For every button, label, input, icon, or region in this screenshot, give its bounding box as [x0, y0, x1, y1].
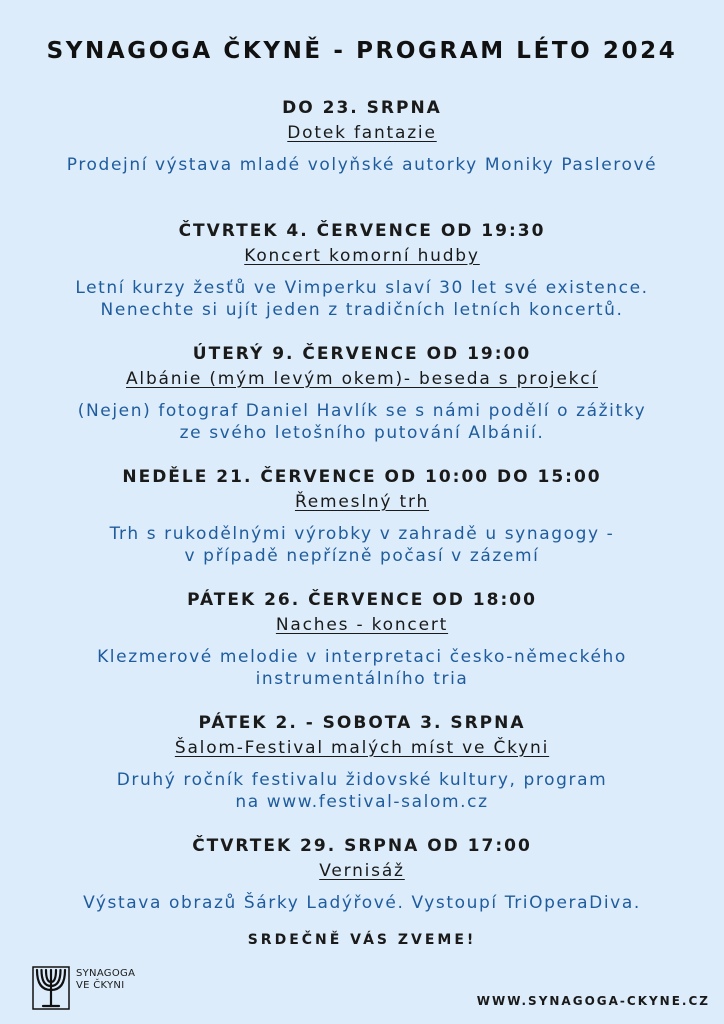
event-description: [0, 892, 724, 914]
event-date: PÁTEK 2. - SOBOTA 3. SRPNA: [198, 713, 526, 733]
event-description-line: Klezmerové melodie v interpretaci česko-německého: [97, 647, 627, 667]
synagogue-logo: [32, 966, 135, 1010]
event-date: ÚTERÝ 9. ČERVENCE OD 19:00: [192, 344, 532, 364]
event-date: ČTVRTEK 29. SRPNA OD 17:00: [192, 836, 532, 856]
event-description: [0, 646, 724, 690]
event-date: NEDĚLE 21. ČERVENCE OD 10:00 DO 15:00: [122, 467, 602, 487]
event-description-line: na www.festival-salom.cz: [235, 792, 489, 812]
event-description: [0, 154, 724, 176]
event-name: Řemeslný trh: [294, 492, 430, 512]
event-description-line: ze svého letošního putování Albánií.: [179, 423, 545, 443]
event-description-line: (Nejen) fotograf Daniel Havlík se s námi podělí o zážitky: [77, 401, 647, 421]
event-description: [0, 277, 724, 321]
website-url: WWW.SYNAGOGA-CKYNE.CZ: [476, 994, 710, 1008]
event-name: Dotek fantazie: [287, 123, 437, 143]
event-description-line: Druhý ročník festivalu židovské kultury, program: [116, 770, 608, 790]
logo-text-line: VE ČKYNI: [76, 980, 125, 991]
invitation-text: SRDEČNĚ VÁS ZVEME!: [247, 932, 477, 948]
event-name: Albánie (mým levým okem)- beseda s projekcí: [126, 369, 598, 389]
event-description: [0, 400, 724, 444]
event-item: [0, 342, 724, 465]
menorah-icon: [32, 966, 70, 1010]
event-item: [0, 219, 724, 342]
event-list: [0, 96, 724, 957]
logo-text-line: SYNAGOGA: [76, 968, 136, 979]
logo-text: [76, 966, 135, 992]
event-name: Šalom-Festival malých míst ve Čkyni: [174, 738, 550, 758]
event-description-line: Prodejní výstava mladé volyňské autorky Moniky Paslerové: [66, 155, 658, 175]
event-name: Vernisáž: [319, 861, 405, 881]
event-description-line: Nenechte si ujít jeden z tradičních letních koncertů.: [100, 300, 624, 320]
event-description-line: Letní kurzy žesťů ve Vimperku slaví 30 let své existence.: [75, 278, 649, 298]
event-description-line: Trh s rukodělnými výrobky v zahradě u synagogy -: [109, 524, 615, 544]
event-description: [0, 769, 724, 813]
event-name: Naches - koncert: [275, 615, 449, 635]
event-item: [0, 711, 724, 834]
event-name: Koncert komorní hudby: [244, 246, 480, 266]
event-description-line: Výstava obrazů Šárky Ladýřové. Vystoupí TriOperaDiva.: [83, 893, 641, 913]
event-date: ČTVRTEK 4. ČERVENCE OD 19:30: [178, 221, 546, 241]
event-description: [0, 523, 724, 567]
event-item: [0, 96, 724, 219]
event-description-line: v případě nepřízně počasí v zázemí: [184, 546, 540, 566]
event-item: [0, 465, 724, 588]
event-description-line: instrumentálního tria: [255, 669, 469, 689]
event-date: PÁTEK 26. ČERVENCE OD 18:00: [187, 590, 537, 610]
event-date: DO 23. SRPNA: [282, 98, 442, 118]
event-item: [0, 588, 724, 711]
page-title: SYNAGOGA ČKYNĚ - PROGRAM LÉTO 2024: [46, 38, 678, 64]
